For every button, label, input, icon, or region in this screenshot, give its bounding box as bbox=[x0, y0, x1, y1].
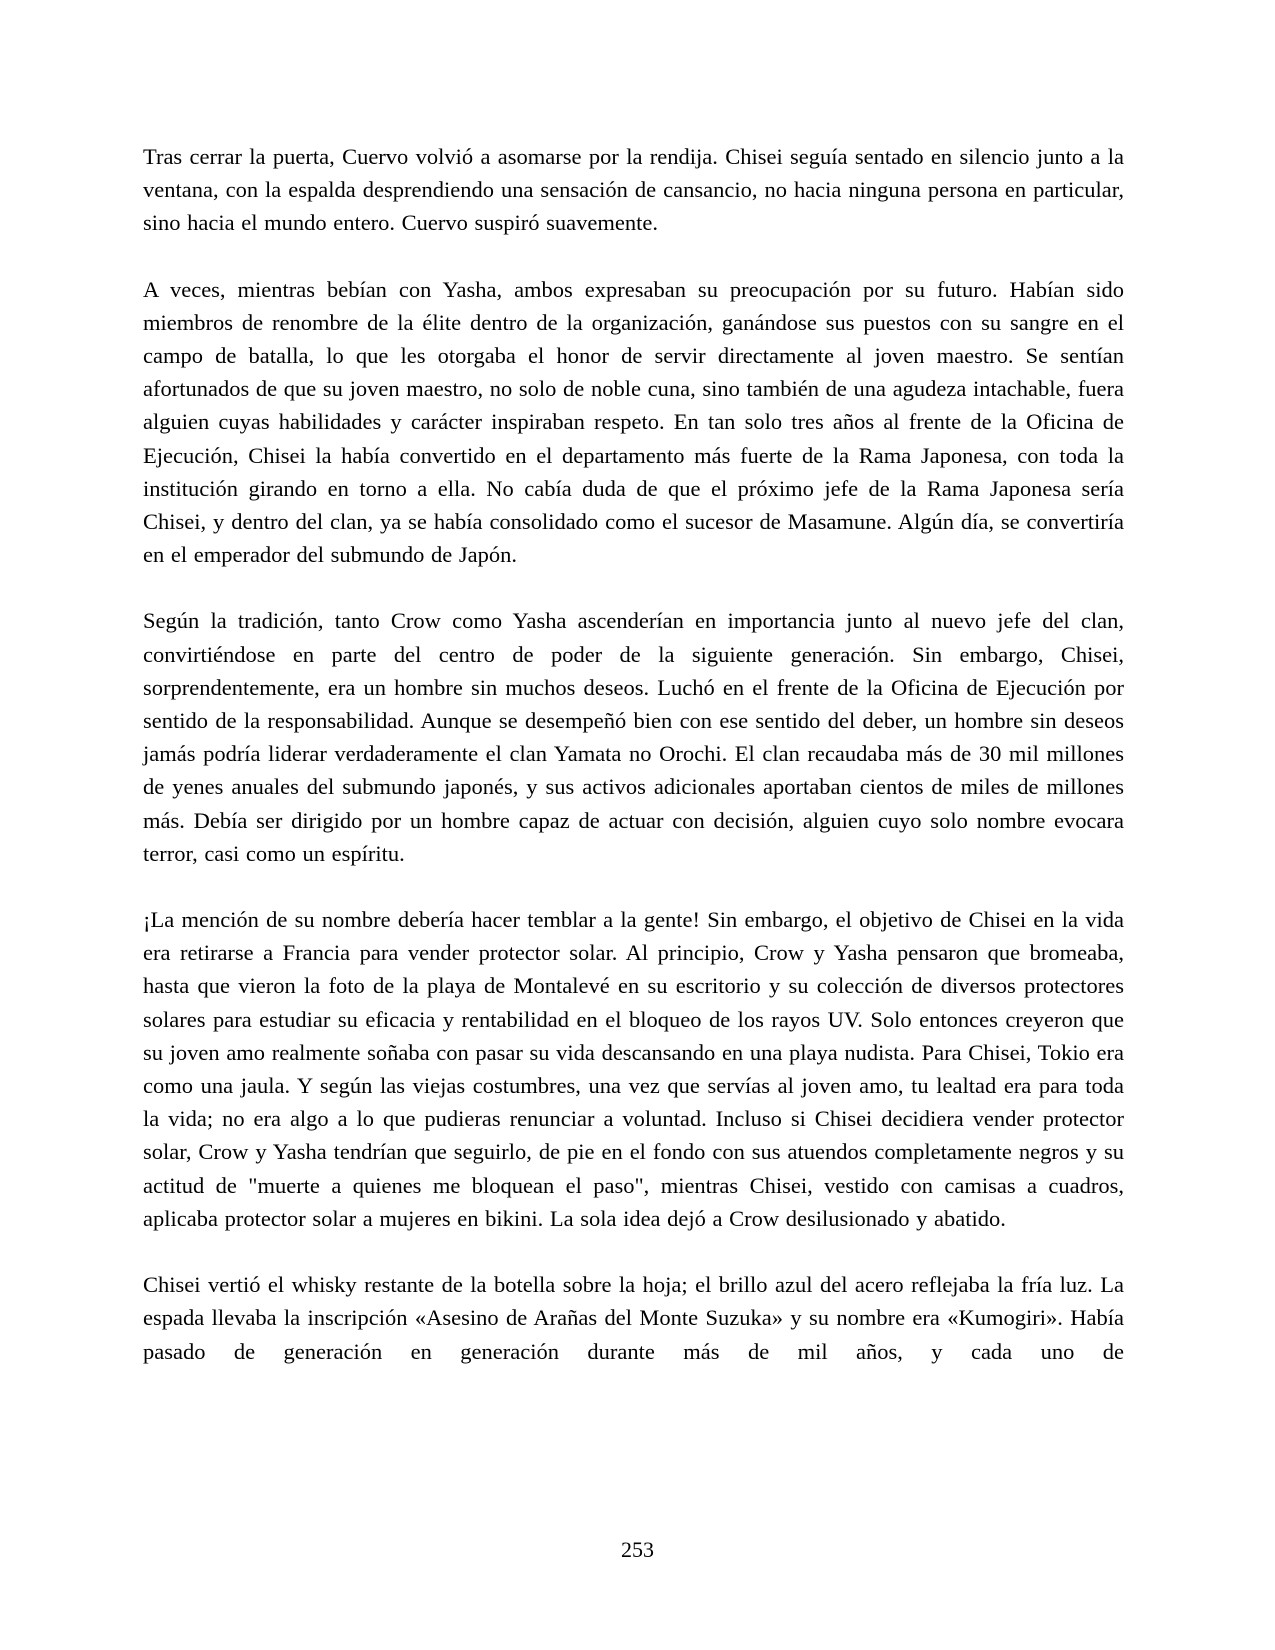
paragraph-1: Tras cerrar la puerta, Cuervo volvió a asomarse por la rendija. Chisei seguía sentado en silencio junto a la ventana, con la espalda desprendiendo una sensación de cansancio, no hacia ninguna persona en particular, sino hacia el mundo entero. Cuervo suspiró suavemente. bbox=[143, 144, 1124, 236]
paragraph-2: A veces, mientras bebían con Yasha, ambos expresaban su preocupación por su futuro. Habían sido miembros de renombre de la élite dentro de la organización, ganándose sus puestos con su sangre en el campo de batalla, lo que les otorgaba el honor de servir directamente al joven maestro. Se sentían afortunados de que su joven maestro, no solo de noble cuna, sino también de una agudeza intachable, fuera alguien cuyas habilidades y carácter inspiraban respeto. En tan solo tres años al frente de la Oficina de Ejecución, Chisei la había convertido en el departamento más fuerte de la Rama Japonesa, con toda la institución girando en torno a ella. No cabía duda de que el próximo jefe de la Rama Japonesa sería Chisei, y dentro del clan, ya se había consolidado como el sucesor de Masamune. Algún día, se convertiría en el emperador del submundo de Japón. bbox=[143, 276, 1124, 568]
text-block bbox=[143, 140, 1124, 1368]
paragraph-5: Chisei vertió el whisky restante de la botella sobre la hoja; el brillo azul del acero reflejaba la fría luz. La espada llevaba la inscripción «Asesino de Arañas del Monte Suzuka» y su nombre era «Kumogiri». Había pasado de generación en generación durante más de mil años, y cada uno de bbox=[143, 1272, 1124, 1364]
paragraph-4: ¡La mención de su nombre debería hacer temblar a la gente! Sin embargo, el objetivo de Chisei en la vida era retirarse a Francia para vender protector solar. Al principio, Crow y Yasha pensaron que bromeaba, hasta que vieron la foto de la playa de Montalevé en su escritorio y su colección de diversos protectores solares para estudiar su eficacia y rentabilidad en el bloqueo de los rayos UV. Solo entonces creyeron que su joven amo realmente soñaba con pasar su vida descansando en una playa nudista. Para Chisei, Tokio era como una jaula. Y según las viejas costumbres, una vez que servías al joven amo, tu lealtad era para toda la vida; no era algo a lo que pudieras renunciar a voluntad. Incluso si Chisei decidiera vender protector solar, Crow y Yasha tendrían que seguirlo, de pie en el fondo con sus atuendos completamente negros y su actitud de "muerte a quienes me bloquean el paso", mientras Chisei, vestido con camisas a cuadros, aplicaba protector solar a mujeres en bikini. La sola idea dejó a Crow desilusionado y abatido. bbox=[143, 907, 1124, 1231]
paragraph-3: Según la tradición, tanto Crow como Yasha ascenderían en importancia junto al nuevo jefe del clan, convirtiéndose en parte del centro de poder de la siguiente generación. Sin embargo, Chisei, sorprendentemente, era un hombre sin muchos deseos. Luchó en el frente de la Oficina de Ejecución por sentido de la responsabilidad. Aunque se desempeñó bien con ese sentido del deber, un hombre sin deseos jamás podría liderar verdaderamente el clan Yamata no Orochi. El clan recaudaba más de 30 mil millones de yenes anuales del submundo japonés, y sus activos adicionales aportaban cientos de miles de millones más. Debía ser dirigido por un hombre capaz de actuar con decisión, alguien cuyo solo nombre evocara terror, casi como un espíritu. bbox=[143, 608, 1124, 866]
page-number: 253 bbox=[621, 1537, 654, 1562]
